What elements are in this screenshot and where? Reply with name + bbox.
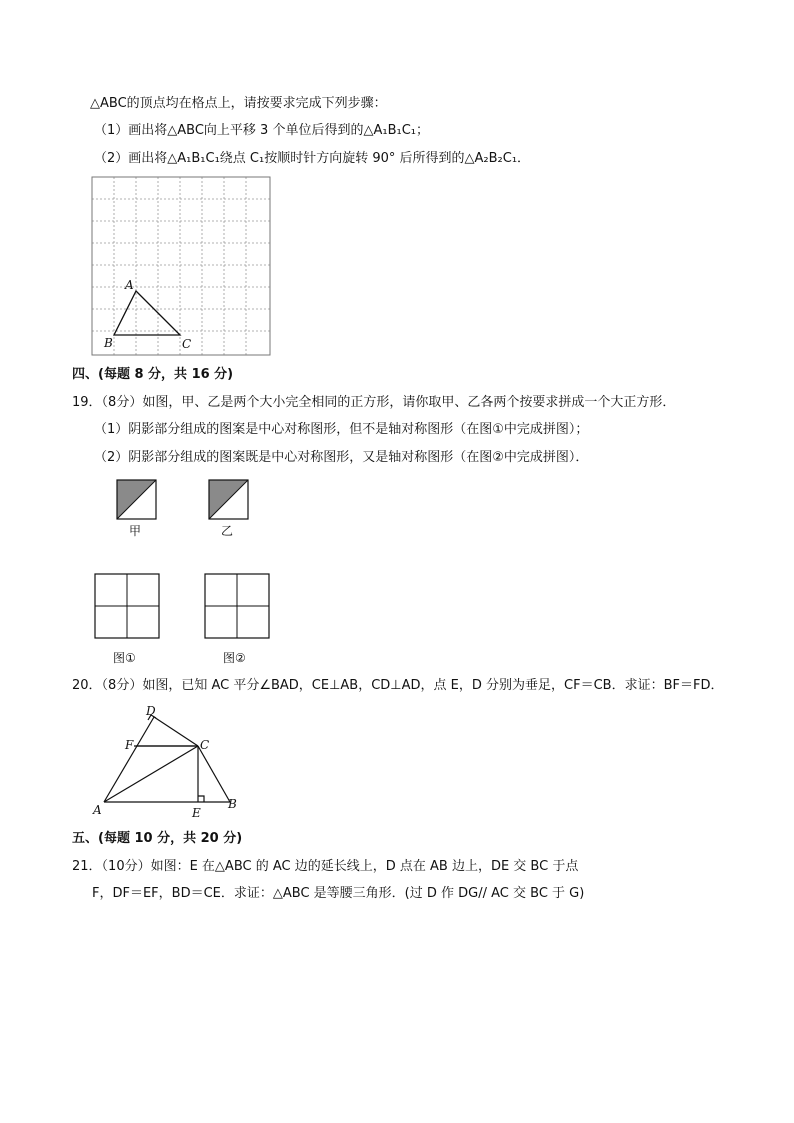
p20-label-a: A	[93, 803, 102, 817]
caption-jia: 甲	[129, 524, 142, 538]
p18-intro: △ABC的顶点均在格点上，请按要求完成下列步骤：	[90, 96, 387, 111]
p21-line1: 21．（10分）如图：E 在△ABC 的 AC 边的延长线上，D 点在 AB 边上，DE 交 BC 于点	[72, 859, 579, 874]
figure-1-grid	[95, 574, 161, 640]
grid-border	[92, 177, 270, 355]
p19-stem: 19．（8分）如图，甲、乙是两个大小完全相同的正方形，请你取甲、乙各两个按要求拼成一个大正方形．	[72, 395, 676, 410]
p21-line2: F，DF＝EF，BD＝CE．求证：△ABC 是等腰三角形．(过 D 作 DG// AC 交 BC 于 G)	[92, 886, 585, 901]
caption-fig2: 图②	[223, 651, 246, 665]
p18-grid-figure	[92, 177, 272, 357]
caption-yi: 乙	[221, 524, 234, 538]
triangle-abc	[114, 291, 180, 335]
p20-label-c: C	[200, 738, 210, 752]
caption-fig1: 图①	[113, 651, 136, 665]
square-yi	[209, 480, 249, 520]
p20-label-d: D	[146, 704, 156, 718]
label-a: A	[125, 278, 134, 292]
p20-label-f: F	[125, 738, 134, 752]
p20-label-e: E	[192, 806, 201, 820]
label-b: B	[104, 336, 113, 350]
section4-heading: 四、(每题 8 分，共 16 分)	[72, 367, 234, 382]
p18-step1: （1）画出将△ABC向上平移 3 个单位后得到的△A₁B₁C₁；	[94, 123, 429, 138]
square-jia	[117, 480, 157, 520]
p18-step2: （2）画出将△A₁B₁C₁绕点 C₁按顺时针方向旋转 90° 后所得到的△A₂B₂C₁．	[94, 151, 531, 166]
p20-figure	[90, 702, 250, 822]
figure-2-grid	[205, 574, 271, 640]
p20-label-b: B	[228, 797, 237, 811]
section5-heading: 五、(每题 10 分，共 20 分)	[72, 831, 243, 846]
p19-item2: （2）阴影部分组成的图案既是中心对称图形，又是轴对称图形（在图②中完成拼图）．	[94, 450, 589, 465]
p20-stem: 20．（8分）如图，已知 AC 平分∠BAD，CE⊥AB，CD⊥AD，点 E，D 分别为垂足，CF＝CB．求证：BF＝FD．	[72, 678, 724, 693]
p19-item1: （1）阴影部分组成的图案是中心对称图形，但不是轴对称图形（在图①中完成拼图）；	[94, 422, 589, 437]
label-c: C	[182, 337, 192, 351]
grid-lines	[92, 177, 270, 355]
